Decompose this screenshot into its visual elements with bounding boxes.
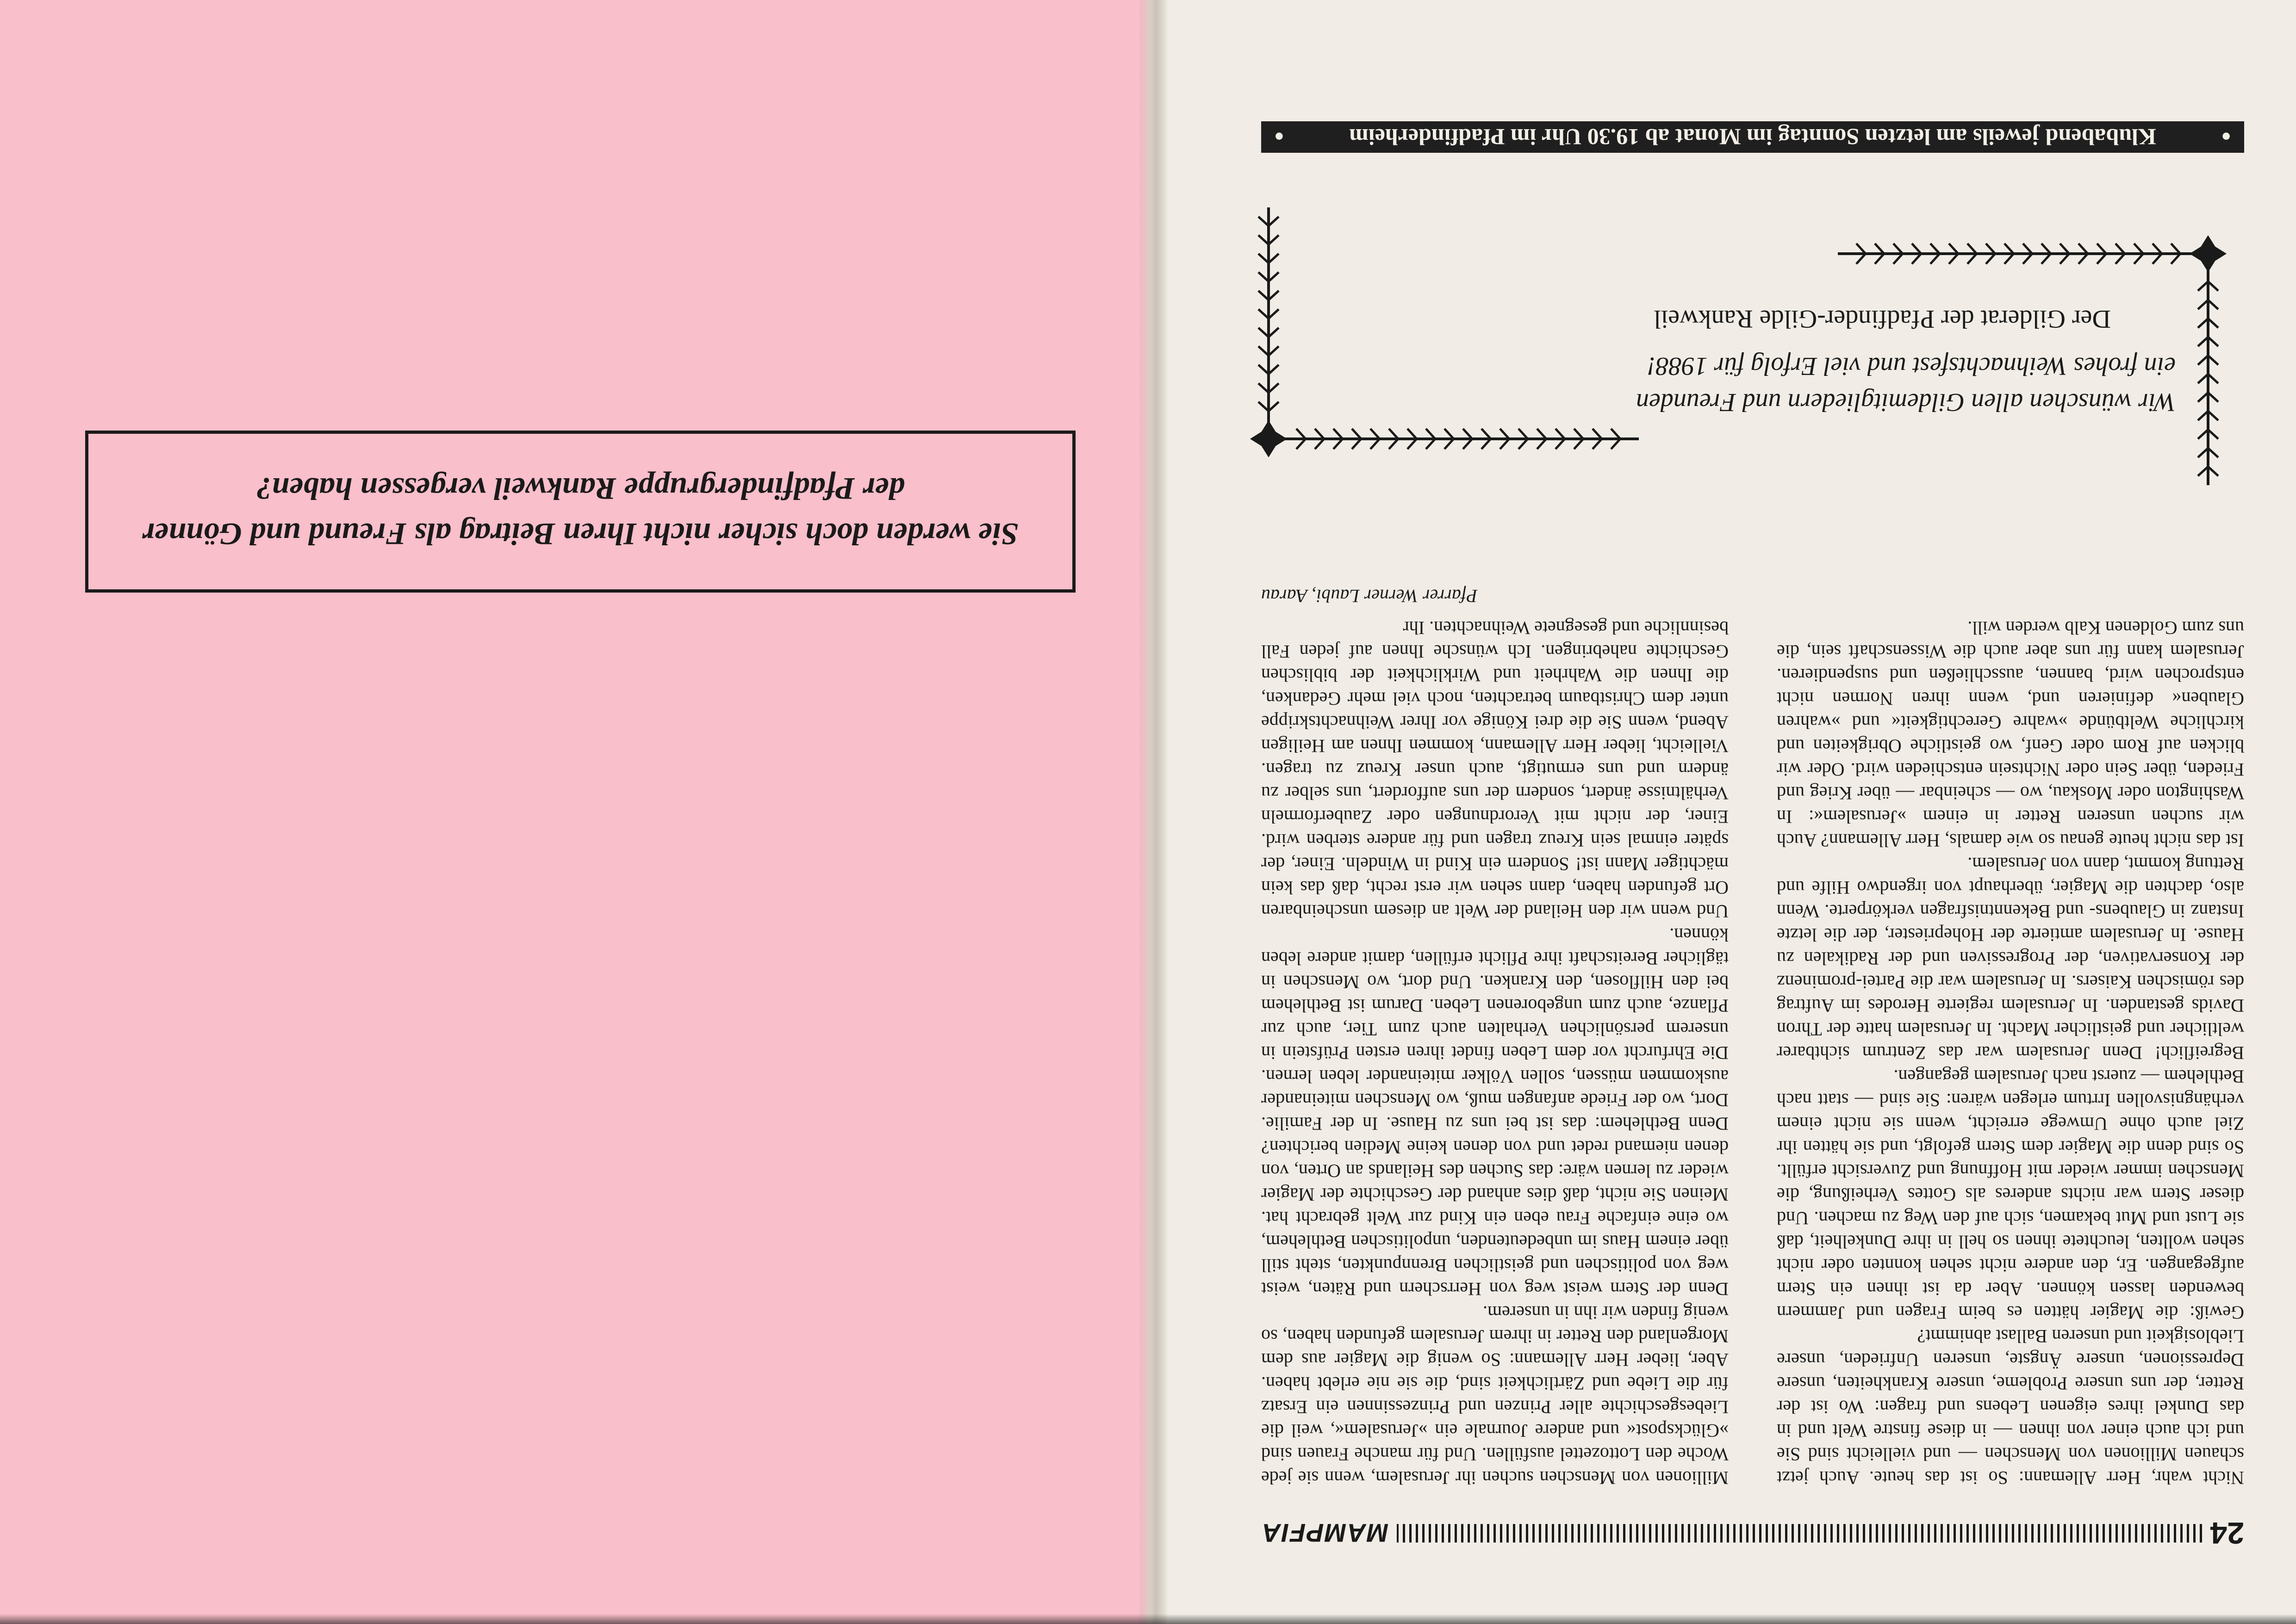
footer-rule (1397, 1524, 2202, 1543)
bullet-icon: ● (2221, 128, 2231, 146)
article-column-right (1261, 584, 1729, 1490)
banner-text: Klubabend jeweils am letzten Sonntag im Monat ab 19.30 Uhr im Pfadfinderheim (1349, 124, 2156, 150)
greeting-line-2: ein frohes Weihnachtsfest und viel Erfolg für 1988! (1647, 352, 2176, 381)
paragraph: Millionen von Menschen suchen ihr Jerusalem, wenn sie jede Woche den Lottozettel ausfüllen. Und für manche Frauen sind »Glückspost« und andere Journale ein »Jerusalem«, weil die Liebesgeschichte aller Prinzen und Prinzessinnen ein Ersatz für die Liebe und Zärtlichkeit sind, die sie nie erlebt haben. Aber, lieber Herr Allemann: So wenig die Magier aus dem Morgenland den Retter in ihrem Jerusalem gefunden haben, so wenig finden wir ihn in unserem. (1261, 1302, 1729, 1488)
bullet-icon: ● (1274, 128, 1284, 146)
christmas-greeting (1296, 301, 2176, 420)
author-signature: Pfarrer Werner Laubi, Aarau (1261, 586, 1478, 606)
paragraph: Denn der Stern weist weg von Herrschern und Räten, weist weg von politischen und geistlichen Brennpunkten, steht still über einem Haus im unbedeutenden, unpolitischen Bethlehem, wo eine einfache Frau eben ein Kind zur Welt gebracht hat. Meinen Sie nicht, daß dies anhand der Geschichte der Magier wieder zu lernen wäre: das Suchen des Heilands an Orten, von denen niemand redet und von denen keine Medien berichten? Denn Bethlehem: das ist bei uns zu Hause. In der Familie. Dort, wo der Friede anfangen muß, wo Menschen miteinander auskommen müssen, sollen Völker miteinander leben lernen. Die Ehrfurcht vor dem Leben findet ihren ersten Prüfstein in unserem persönlichen Verhalten auch zum Tier, auch zur Pflanze, auch zum ungeborenen Leben. Darum ist Bethlehem bei den Hilflosen, den Kranken. Und dort, wo Menschen in täglicher Bereitschaft ihre Pflicht erfüllen, damit andere leben können. (1261, 924, 1729, 1299)
page-gutter (1139, 0, 1167, 1624)
paragraph: Ist das nicht heute genau so wie damals, Herr Allemann? Auch wir suchen unseren Retter in einem »Jerusalem«: In Washington oder Moskau, wo — scheinbar — über Krieg und Frieden, über Sein oder Nichtsein entschieden wird. Oder wir blicken auf Rom oder Genf, wo geistliche Obrigkeiten und kirchliche Weltbünde »wahre Gerechtigkeit« und »wahren Glauben« definieren und, wenn ihren Normen nicht entsprochen wird, bannen, ausschließen und suspendieren. Jerusalem kann für uns aber auch die Wissenschaft sein, die uns zum Goldenen Kalb werden will. (1777, 618, 2244, 851)
notice-line-2: der Pfadfindergruppe Rankweil vergessen haben? (256, 471, 905, 506)
magazine-logo: MAMPFIA (1261, 1518, 1389, 1548)
paragraph: Begreiflich! Denn Jerusalem war das Zentrum sichtbarer weltlicher und geistlicher Macht. In Jerusalem hatte der Thron Davids gestanden. In Jerusalem regierte Herodes im Auftrag des römischen Kaisers. In Jerusalem war die Partei-prominenz der Konservativen, der Progressiven und der Radikalen zu Hause. In Jerusalem amtierte der Hohepriester, der die letzte Instanz in Glaubens- und Bekenntnisfragen verkörperte. Wenn also, dachten die Magier, überhaupt von irgendwo Hilfe und Rettung kommt, dann von Jerusalem. (1777, 854, 2244, 1063)
membership-notice-box (85, 431, 1076, 593)
article-column-left (1777, 616, 2244, 1490)
paragraph: Gewiß: die Magier hätten es beim Fragen und Jammern bewenden lassen können. Aber da ist ihnen ein Stern aufgegangen. Er, den andere nicht sehen konnten oder nicht sehen wollten, leuchtete ihnen so hell in ihre Dunkelheit, daß sie Lust und Mut bekamen, sich auf den Weg zu machen. Und dieser Stern war nichts anderes als Gottes Verheißung, die Menschen immer wieder mit Hoffnung und Zuversicht erfüllt. So sind denn die Magier dem Stern gefolgt, und sie hätten ihr Ziel auch ohne Umwege erreicht, wenn sie nicht einem verhängnisvollen Irrtum erlegen wären: Sie sind — statt nach Bethlehem — zuerst nach Jerusalem gegangen. (1777, 1066, 2244, 1323)
page-number: 24 (2210, 1516, 2244, 1550)
greeting-line-1: Wir wünschen allen Gildemitgliedern und Freunden (1636, 388, 2176, 417)
club-evening-banner (1261, 121, 2244, 153)
scan-edge-shadow (0, 1614, 2296, 1624)
greeting-signature: Der Gilderat der Pfadfinder-Gilde Rankweil (1654, 305, 2111, 333)
page-footer (1261, 1516, 2244, 1550)
paragraph: Nicht wahr, Herr Allemann: So ist das heute. Auch jetzt schauen Millionen von Menschen — und vielleicht sind Sie und ich auch einer von ihnen — in diese finstre Welt und in das Dunkel ihres eigenen Lebens und fragen: Wo ist der Retter, der uns unsere Probleme, unsere Krankheiten, unsere Depressionen, unsere Ängste, unseren Unfrieden, unsere Lieblosigkeit und unseren Ballast abnimmt? (1777, 1326, 2244, 1488)
paragraph: Und wenn wir den Heiland der Welt an diesem unscheinbaren Ort gefunden haben, dann sehen wir erst recht, daß das kein mächtiger Mann ist! Sondern ein Kind in Windeln. Einer, der später einmal sein Kreuz tragen und für andere sterben wird. Einer, der nicht mit Verordnungen oder Zauberformeln Verhältnisse ändert, sondern der uns auffordert, uns selber zu ändern und uns ermutigt, auch unser Kreuz zu tragen. Vielleicht, lieber Herr Allemann, kommen Ihnen am Heiligen Abend, wenn Sie die drei Könige vor Ihrer Weihnachtskrippe unter dem Christbaum betrachten, noch viel mehr Gedanken, die Ihnen die Wahrheit und Wirklichkeit der biblischen Geschichte nahebringen. Ich wünsche Ihnen auf jeden Fall besinnliche und gesegnete Weihnachten. Ihr (1261, 618, 1729, 922)
right-page-content (1167, 0, 2296, 1624)
pink-page (0, 0, 1139, 1624)
article-body (1261, 586, 2244, 1490)
notice-line-1: Sie werden doch sicher nicht Ihren Beitrag als Freund und Gönner (142, 517, 1019, 552)
